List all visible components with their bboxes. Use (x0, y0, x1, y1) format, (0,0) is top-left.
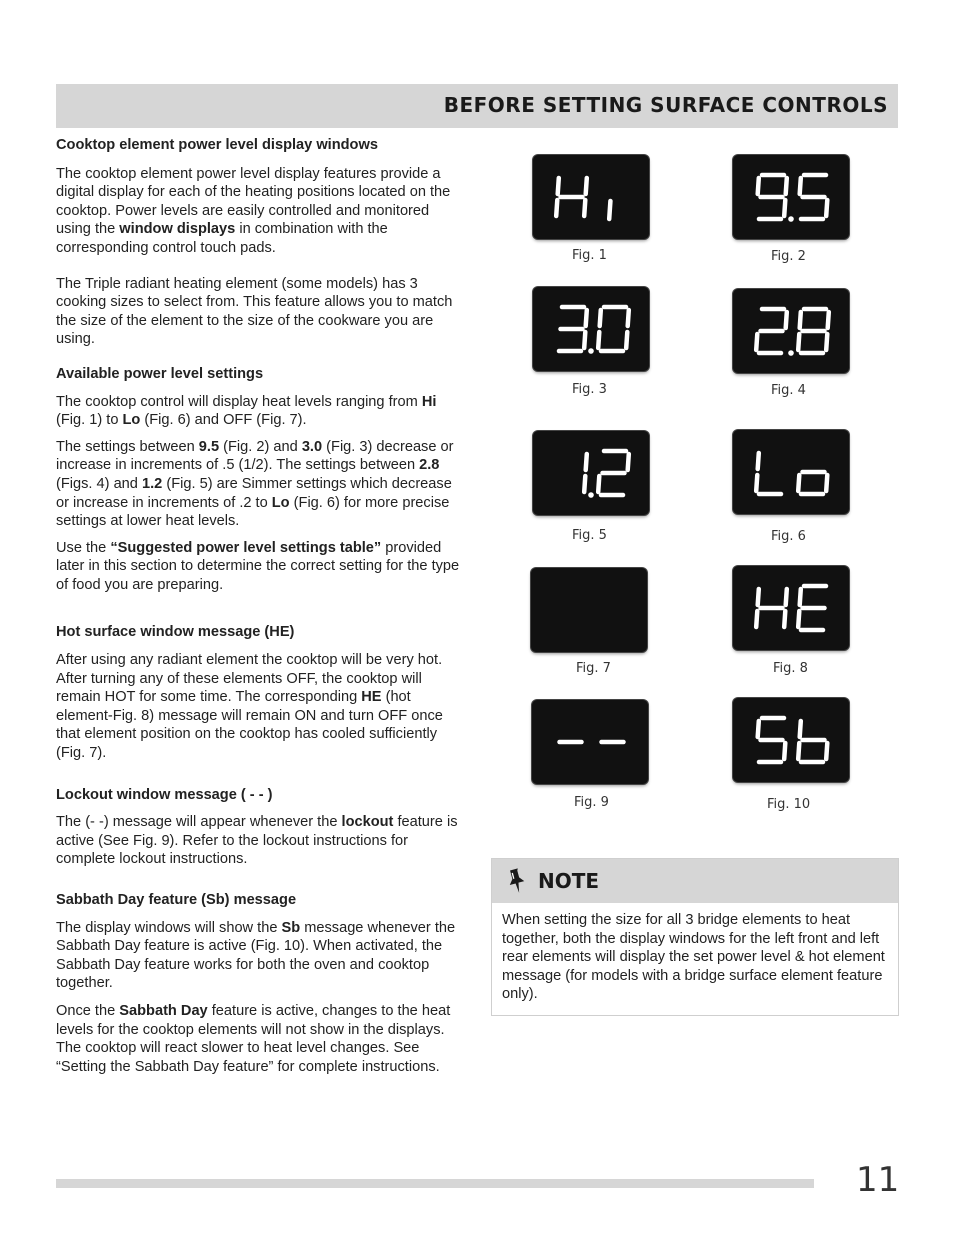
paragraph-sabbath-1 (56, 919, 466, 993)
page-title: BEFORE SETTING SURFACE CONTROLS (443, 93, 888, 117)
bold-text: Sb (281, 919, 301, 936)
display-segment (828, 312, 829, 328)
paragraph-display-windows-2: The Triple radiant heating element (some models) has 3 cooking sizes to select from. This feature allows you to match the size of the element to the size of the cookware you are using. (56, 275, 453, 348)
note-text: When setting the size for all 3 bridge elements to heat together, both the display windows for the left front and left rear elements will display the set power level & hot element message (for models with a bridge surface element feature only). (502, 912, 885, 1003)
figure-label: Fig. 2 (771, 249, 806, 264)
paragraph-power-levels-1 (56, 393, 466, 430)
display-segment (584, 332, 585, 348)
text: After using any radiant element the cooktop will be very hot. After turning any of these elements OFF, the cooktop will remain HOT for some time. The corresponding (56, 652, 443, 706)
section-heading-sabbath: Sabbath Day feature (Sb) message (56, 892, 297, 908)
note-title: NOTE (538, 869, 600, 893)
display-segment (826, 200, 827, 216)
text: (hot element-Fig. 8) message will remain ON and turn OFF once that element position on the cooktop has cooled sufficiently (Fig. 7). (56, 689, 443, 762)
display-segment (798, 475, 799, 491)
display-segment (784, 743, 785, 759)
pushpin-icon (506, 867, 528, 895)
segment-digits (533, 287, 649, 371)
display-segment (800, 589, 801, 605)
display-segment (584, 476, 585, 492)
bold-text: window displays (119, 221, 236, 238)
bold-text: 3.0 (301, 438, 323, 455)
figure-label: Fig. 5 (572, 528, 607, 543)
display-segment (598, 332, 599, 348)
bold-text: “Suggested power level settings table” (110, 539, 382, 556)
figure-label: Fig. 10 (767, 797, 811, 812)
bold-text: lockout (341, 814, 394, 831)
bold-text: 1.2 (141, 475, 163, 492)
display-segment (586, 310, 587, 326)
figure-label: Fig. 1 (572, 248, 607, 263)
text: Use the (56, 539, 111, 556)
figure-label: Fig. 9 (574, 795, 609, 810)
text: The settings between (56, 438, 199, 455)
segment-digits (733, 566, 849, 650)
paragraph-display-windows-1 (56, 165, 466, 258)
bold-text: Lo (271, 494, 290, 511)
display-segment (586, 178, 587, 194)
display-window (531, 568, 647, 652)
section-heading-lockout: Lockout window message ( - - ) (56, 786, 273, 803)
text: (Fig. 3) decrease or increase in increments of .5 (1/2). The settings between (56, 438, 454, 474)
section-heading-power-levels: Available power level settings (56, 365, 264, 382)
footer-bar (56, 1179, 814, 1188)
display-window (533, 287, 649, 371)
display-segment (786, 312, 787, 328)
segment-digits (531, 568, 647, 652)
display-segment (758, 453, 759, 469)
header-band (56, 84, 898, 128)
display-segment (756, 334, 757, 350)
text: provided later in this section to determine the correct setting for the type of food you are preparing. (56, 539, 460, 593)
text: feature is active (See Fig. 9). Refer to the lockout instructions for complete lockout instructions. (56, 814, 458, 868)
segment-digits (533, 155, 649, 239)
display-window (733, 155, 849, 239)
display-segment (826, 475, 827, 491)
display-segment (609, 201, 610, 219)
display-segment (756, 475, 757, 491)
bold-text: Hi (421, 393, 437, 410)
figure-label: Fig. 6 (771, 529, 806, 544)
display-segment (800, 721, 801, 737)
text: (Fig. 5) are Simmer settings which decrease or increase in increments of .2 to (56, 475, 452, 511)
display-segment (626, 332, 627, 348)
display-window (532, 700, 648, 784)
paragraph-hot-surface (56, 651, 466, 763)
figure-label: Fig. 4 (771, 383, 806, 398)
text: (Figs. 4) and (56, 475, 142, 492)
section-heading-display-windows: Cooktop element power level display windows (56, 137, 378, 153)
figure-label: Fig. 8 (773, 661, 808, 676)
display-segment (758, 178, 759, 194)
text: message whenever the Sabbath Day feature is active (Fig. 10). When activated, the Sabbath Day feature works for both the oven and cooktop together. (56, 919, 456, 992)
display-segment (826, 334, 827, 350)
section-heading-hot-surface: Hot surface window message (HE) (56, 624, 295, 641)
display-window (533, 155, 649, 239)
text: The (- -) message will appear whenever the (56, 814, 342, 831)
paragraph-power-levels-3 (56, 539, 466, 595)
bold-text: Lo (122, 412, 141, 429)
display-segment (598, 476, 599, 492)
display-window (733, 289, 849, 373)
display-segment (798, 334, 799, 350)
page-number: 11 (856, 1160, 900, 1200)
display-segment (628, 310, 629, 326)
decimal-point (588, 348, 594, 354)
segment-digits (733, 155, 849, 239)
text: (Fig. 1) to (56, 412, 123, 429)
display-window (733, 430, 849, 514)
paragraph-sabbath-2 (56, 1002, 466, 1076)
display-segment (584, 200, 585, 216)
text: (Fig. 6) and OFF (Fig. 7). (140, 412, 307, 429)
segment-digits (733, 698, 849, 782)
text: The cooktop control will display heat levels ranging from (56, 393, 422, 410)
text: Once the (56, 1002, 120, 1019)
display-window (733, 698, 849, 782)
text: feature is active, changes to the heat levels for the cooktop elements will not show in the displays. The cooktop will react slower to heat level changes. See “Setting the Sabbath Day feature” for complete instructions. (56, 1002, 451, 1075)
display-segment (800, 178, 801, 194)
display-segment (600, 310, 601, 326)
display-segment (586, 454, 587, 470)
display-window (533, 431, 649, 515)
display-segment (800, 312, 801, 328)
paragraph-power-levels-2 (56, 438, 466, 531)
bold-text: 9.5 (198, 438, 220, 455)
text: The display windows will show the (56, 919, 282, 936)
display-segment (628, 454, 629, 470)
bold-text: Sabbath Day (119, 1002, 208, 1019)
segment-digits (532, 700, 648, 784)
display-segment (756, 611, 757, 627)
text: (Fig. 6) for more precise settings at lower heat levels. (56, 494, 450, 530)
display-segment (798, 743, 799, 759)
segment-digits (733, 289, 849, 373)
bold-text: HE (361, 689, 382, 706)
display-segment (826, 743, 827, 759)
display-segment (556, 200, 557, 216)
text: The cooktop element power level display features provide a digital display for each of the heating positions located on the cooktop. Power levels are easily controlled and monitored using the (56, 165, 451, 238)
display-segment (758, 721, 759, 737)
decimal-point (788, 350, 794, 356)
segment-digits (733, 430, 849, 514)
note-box (491, 858, 899, 1016)
main-text-column (56, 136, 466, 1076)
display-segment (784, 200, 785, 216)
display-segment (784, 611, 785, 627)
text: in combination with the corresponding control touch pads. (56, 221, 388, 256)
figure-label: Fig. 7 (576, 661, 611, 676)
display-window (733, 566, 849, 650)
display-segment (798, 611, 799, 627)
display-segment (786, 589, 787, 605)
decimal-point (588, 492, 594, 498)
decimal-point (788, 216, 794, 222)
bold-text: 2.8 (419, 457, 440, 474)
figure-label: Fig. 3 (572, 382, 607, 397)
display-segment (558, 178, 559, 194)
display-segment (786, 178, 787, 194)
paragraph-lockout (56, 813, 466, 869)
text: (Fig. 2) and (219, 438, 302, 455)
note-header (492, 859, 898, 903)
display-segment (758, 589, 759, 605)
segment-digits (533, 431, 649, 515)
